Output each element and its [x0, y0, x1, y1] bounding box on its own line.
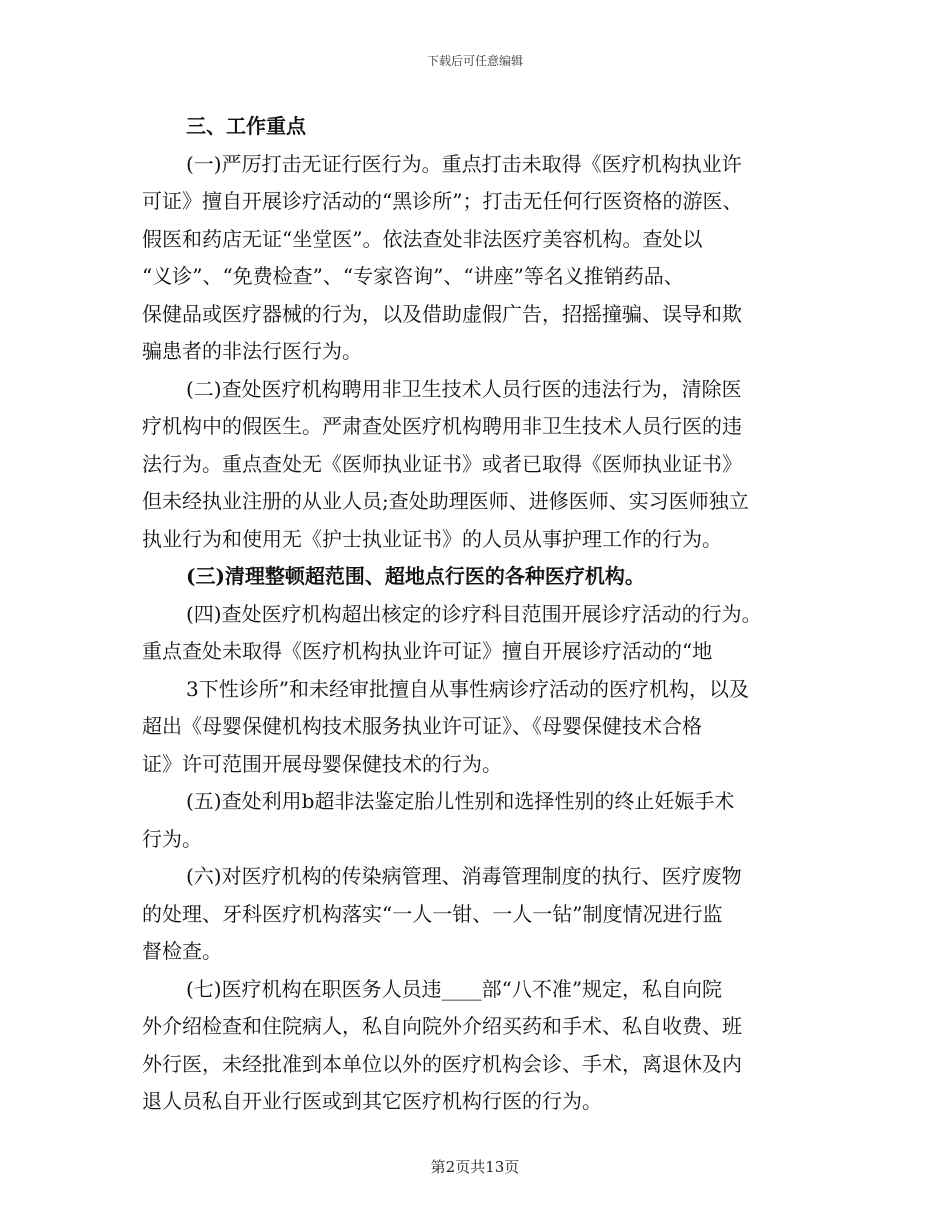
text-line: 重点查处未取得《医疗机构执业许可证》擅自开展诊疗活动的“地 — [142, 639, 713, 663]
text-line: 证》许可范围开展母婴保健技术的行为。 — [142, 751, 502, 776]
text-line: 保健品或医疗器械的行为，以及借助虚假广告，招摇撞骗、误导和欺 — [142, 301, 742, 326]
document-body — [142, 108, 814, 1121]
text-line: 3下性诊所”和未经审批擅自从事性病诊疗活动的医疗机构，以及 — [186, 676, 749, 701]
page-number: 第2页共13页 — [430, 1158, 520, 1176]
text-line: 假医和药店无证“坐堂医”。依法查处非法医疗美容机构。查处以 — [142, 226, 703, 251]
text-line: 督检查。 — [142, 939, 222, 963]
text-line: 行为。 — [142, 826, 202, 851]
text-line: (二)查处医疗机构聘用非卫生技术人员行医的违法行为，清除医 — [186, 376, 742, 401]
text-line: 但未经执业注册的从业人员;查处助理医师、进修医师、实习医师独立 — [142, 489, 749, 513]
text-line: 外介绍检查和住院病人，私自向院外介绍买药和手术、私自收费、班 — [142, 1014, 742, 1038]
text-line: 骗患者的非法行医行为。 — [142, 339, 362, 363]
text-line: 疗机构中的假医生。严肃查处医疗机构聘用非卫生技术人员行医的违 — [142, 414, 742, 438]
text-line: 外行医，未经批准到本单位以外的医疗机构会诊、手术，离退休及内 — [142, 1051, 742, 1076]
text-line: 可证》擅自开展诊疗活动的“黑诊所”；打击无任何行医资格的游医、 — [142, 189, 743, 213]
text-line: (三)清理整顿超范围、超地点行医的各种医疗机构。 — [186, 564, 645, 588]
text-line: (一)严厉打击无证行医行为。重点打击未取得《医疗机构执业许 — [186, 151, 742, 176]
text-line: (五)查处利用b超非法鉴定胎儿性别和选择性别的终止妊娠手术 — [186, 789, 735, 813]
text-line: 执业行为和使用无《护士执业证书》的人员从事护理工作的行为。 — [142, 526, 722, 551]
text-line: 法行为。重点查处无《医师执业证书》或者已取得《医师执业证书》 — [142, 451, 742, 476]
header-note: 下载后可任意编辑 — [426, 54, 523, 68]
text-line: (四)查处医疗机构超出核定的诊疗科目范围开展诊疗活动的行为。 — [186, 601, 762, 626]
text-line: (七)医疗机构在职医务人员违____部“八不准”规定，私自向院 — [186, 976, 723, 1001]
text-line: “义诊”、“免费检查”、“专家咨询”、“讲座”等名义推销药品、 — [142, 264, 684, 288]
text-line: 超出《母婴保健机构技术服务执业许可证》、《母婴保健技术合格 — [142, 714, 702, 738]
text-line: 退人员私自开业行医或到其它医疗机构行医的行为。 — [142, 1089, 602, 1113]
text-line: 的处理、牙科医疗机构落实“一人一钳、一人一钻”制度情况进行监 — [142, 901, 723, 926]
section-title: 三、工作重点 — [186, 114, 306, 138]
paragraph-lines — [142, 146, 814, 1121]
text-line: (六)对医疗机构的传染病管理、消毒管理制度的执行、医疗废物 — [186, 864, 742, 888]
